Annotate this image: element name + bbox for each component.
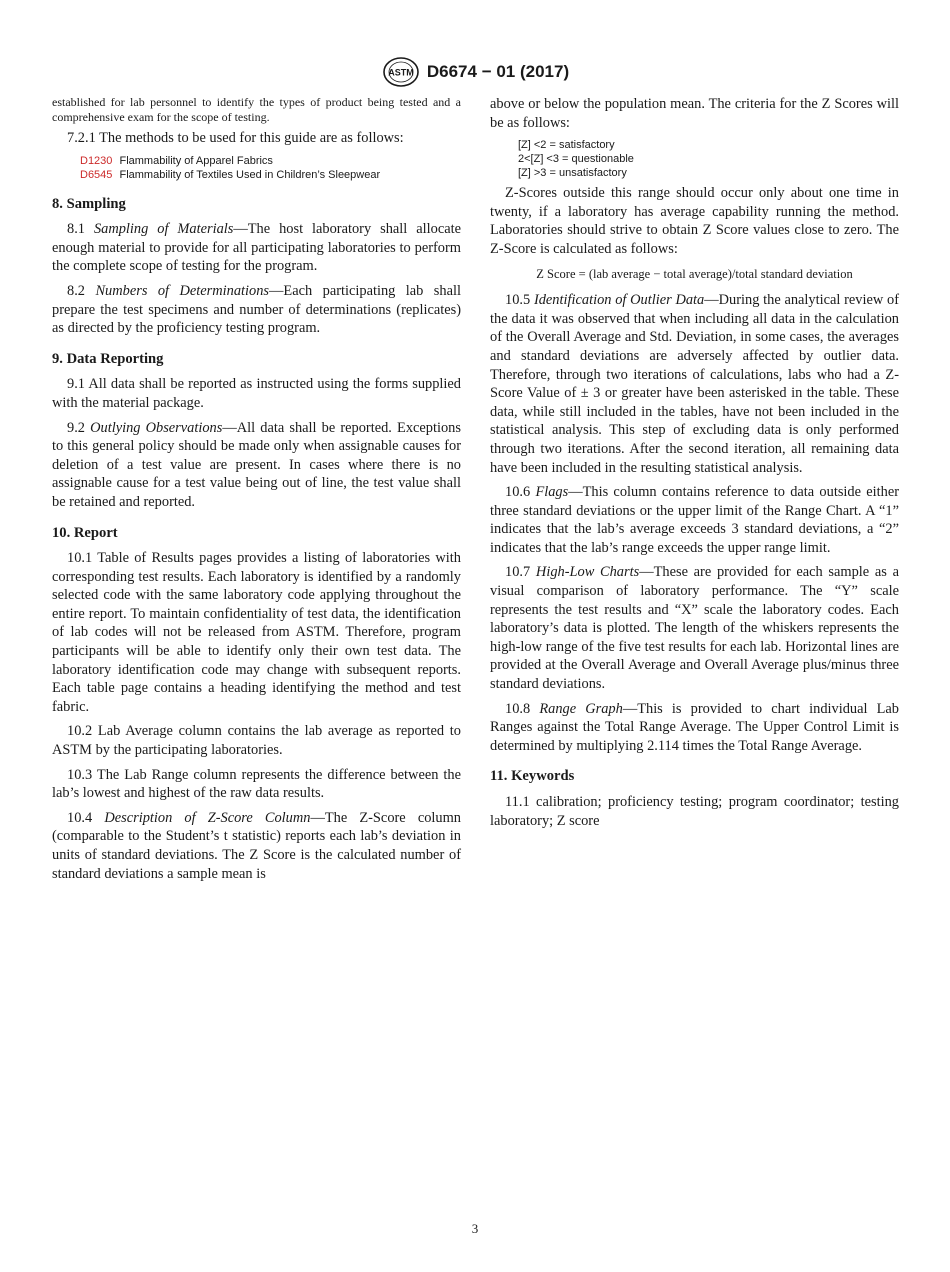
paragraph-10-1: 10.1 Table of Results pages provides a listing of laboratories with corresponding test results. Each laboratory is identified by a randomly selected code with the same laboratory code applying throughout the entire report. To maintain confidentiality of test data, the identification of lab codes will not be released from ASTM. Therefore, program participants will be able to identify only their own test data. The laboratory identification code may change with subsequent reports. Each table page contains a heading identifying the method and test fabric. — [52, 550, 461, 715]
para-body: —All data shall be reported. Exceptions to this general policy should be made only when assignable causes for deletion of a test value are present. In cases where there is no assignable cause for a test value being out of line, the test value shall be retained and reported. — [52, 419, 461, 510]
para-number: 9.2 — [67, 419, 85, 436]
standard-title: Flammability of Textiles Used in Children’s Sleepwear — [119, 169, 381, 182]
para-title: Description of Z-Score Column — [104, 809, 311, 826]
intro-paragraph: established for lab personnel to identify the types of product being tested and a comprehensive exam for the scope of testing. — [52, 95, 461, 124]
left-column — [52, 95, 461, 889]
para-body: —The Z-Score column (comparable to the Student’s t statistic) reports each lab’s deviation in units of standard deviations. The Z Score is the calculated number of standard deviations a sample mean is — [52, 809, 461, 882]
paragraph-8-1 — [52, 220, 461, 276]
para-number: 10.8 — [505, 700, 531, 717]
referenced-standards-list — [80, 154, 461, 183]
para-body: —These are provided for each sample as a visual comparison of laboratory performance. The “Y” scale represents the test results and “X” scale the laboratory codes. Each laboratory’s data is plotted. The length of the whiskers represents the high-low range of the five test results for each lab. Horizontal lines are provided at the Overall Average and Overall Average plus/minus three standard deviations. — [490, 564, 899, 693]
z-score-formula: Z Score = (lab average − total average)/total standard deviation — [536, 266, 853, 281]
list-item: [Z] <2 = satisfactory — [518, 139, 615, 152]
para-title: Outlying Observations — [90, 419, 223, 436]
list-item — [80, 168, 461, 183]
paragraph-9-1: 9.1 All data shall be reported as instructed using the forms supplied with the material package. — [52, 376, 461, 411]
para-title: Flags — [535, 484, 569, 501]
section-heading-report: 10. Report — [52, 524, 118, 541]
standard-link[interactable]: D1230 — [80, 154, 113, 167]
logo-lettering: ASTM — [388, 67, 414, 78]
right-column — [490, 95, 899, 836]
para-body: —During the analytical review of the data it was observed that when including all data in the calculation of the Overall Average and Std. Deviation, in some cases, the averages and standard deviations are adversely affected by outlier data. Therefore, through two iterations of calculations, labs who had a Z-Score Value of ± 3 or greater have been asterisked in the table. These data, while still included in the tables, have not been included in the statistical analysis. This step of excluding data is only performed through two iterations. After the second iteration, all remaining data have been included in the resulting statistical analysis. — [490, 292, 899, 476]
para-body: —The host laboratory shall allocate enough material to provide for all participating laboratories to perform the complete scope of testing for the program. — [52, 221, 461, 275]
para-number: 10.6 — [505, 484, 531, 501]
page-number: 3 — [471, 1221, 479, 1236]
paragraph-11-1: 11.1 calibration; proficiency testing; program coordinator; testing laboratory; Z score — [490, 794, 899, 829]
para-title: Sampling of Materials — [93, 221, 234, 238]
para-body: —This is provided to chart individual Lab Ranges against the Total Range Average. The Upper Control Limit is determined by multiplying 2.114 times the Total Range Average. — [490, 700, 899, 754]
list-item: [Z] >3 = unsatisfactory — [518, 167, 627, 180]
paragraph-10-5 — [490, 291, 899, 477]
para-title: Identification of Outlier Data — [533, 292, 705, 309]
z-score-criteria-list — [518, 138, 899, 180]
paragraph-8-2 — [52, 282, 461, 338]
astm-logo-icon — [381, 56, 421, 88]
list-item — [80, 154, 461, 169]
section-heading-keywords: 11. Keywords — [490, 768, 575, 785]
paragraph-10-3: 10.3 The Lab Range column represents the difference between the lab’s lowest and highest of the raw data results. — [52, 766, 461, 802]
paragraph-10-4 — [52, 809, 461, 883]
page-header — [0, 56, 950, 88]
paragraph-10-2: 10.2 Lab Average column contains the lab average as reported to ASTM by the participating laboratories. — [52, 723, 461, 759]
z-score-range-paragraph: Z-Scores outside this range should occur only about one time in twenty, if a laboratory has average capability running the method. Laboratories should strive to obtain Z Score values close to zero. The Z-Score is calculated as follows: — [490, 185, 899, 257]
para-body: —This column contains reference to data outside either three standard deviations or the upper limit of the Range Chart. A “1” indicates that the lab’s average exceeds 3 standard deviations, a “2” indicates that the lab’s range exceeds the upper range limit. — [490, 484, 899, 556]
para-number: 8.1 — [67, 221, 85, 238]
para-title: High-Low Charts — [535, 564, 640, 581]
para-number: 8.2 — [67, 282, 85, 299]
standard-title: Flammability of Apparel Fabrics — [119, 154, 273, 167]
standard-link[interactable]: D6545 — [80, 169, 113, 182]
section-heading-sampling: 8. Sampling — [52, 195, 126, 212]
list-item: 2<[Z] <3 = questionable — [518, 153, 634, 166]
para-title: Range Graph — [539, 700, 623, 717]
para-title: Numbers of Determinations — [95, 282, 270, 299]
para-number: 10.7 — [505, 564, 531, 581]
paragraph-7-2-1: 7.2.1 The methods to be used for this guide are as follows: — [67, 130, 404, 146]
para-number: 10.4 — [67, 809, 93, 826]
para-body: —Each participating lab shall prepare the test specimens and number of determinations (replicates) as directed by the proficiency testing program. — [52, 282, 461, 337]
paragraph-10-7 — [490, 563, 899, 693]
document-id: D6674 − 01 (2017) — [426, 62, 570, 81]
para-number: 10.5 — [505, 292, 531, 309]
section-heading-data-reporting: 9. Data Reporting — [52, 350, 164, 367]
paragraph-10-6 — [490, 483, 899, 557]
paragraph-9-2 — [52, 419, 461, 512]
paragraph-10-8 — [490, 700, 899, 756]
paragraph-10-4-continued: above or below the population mean. The criteria for the Z Scores will be as follows: — [490, 96, 899, 131]
